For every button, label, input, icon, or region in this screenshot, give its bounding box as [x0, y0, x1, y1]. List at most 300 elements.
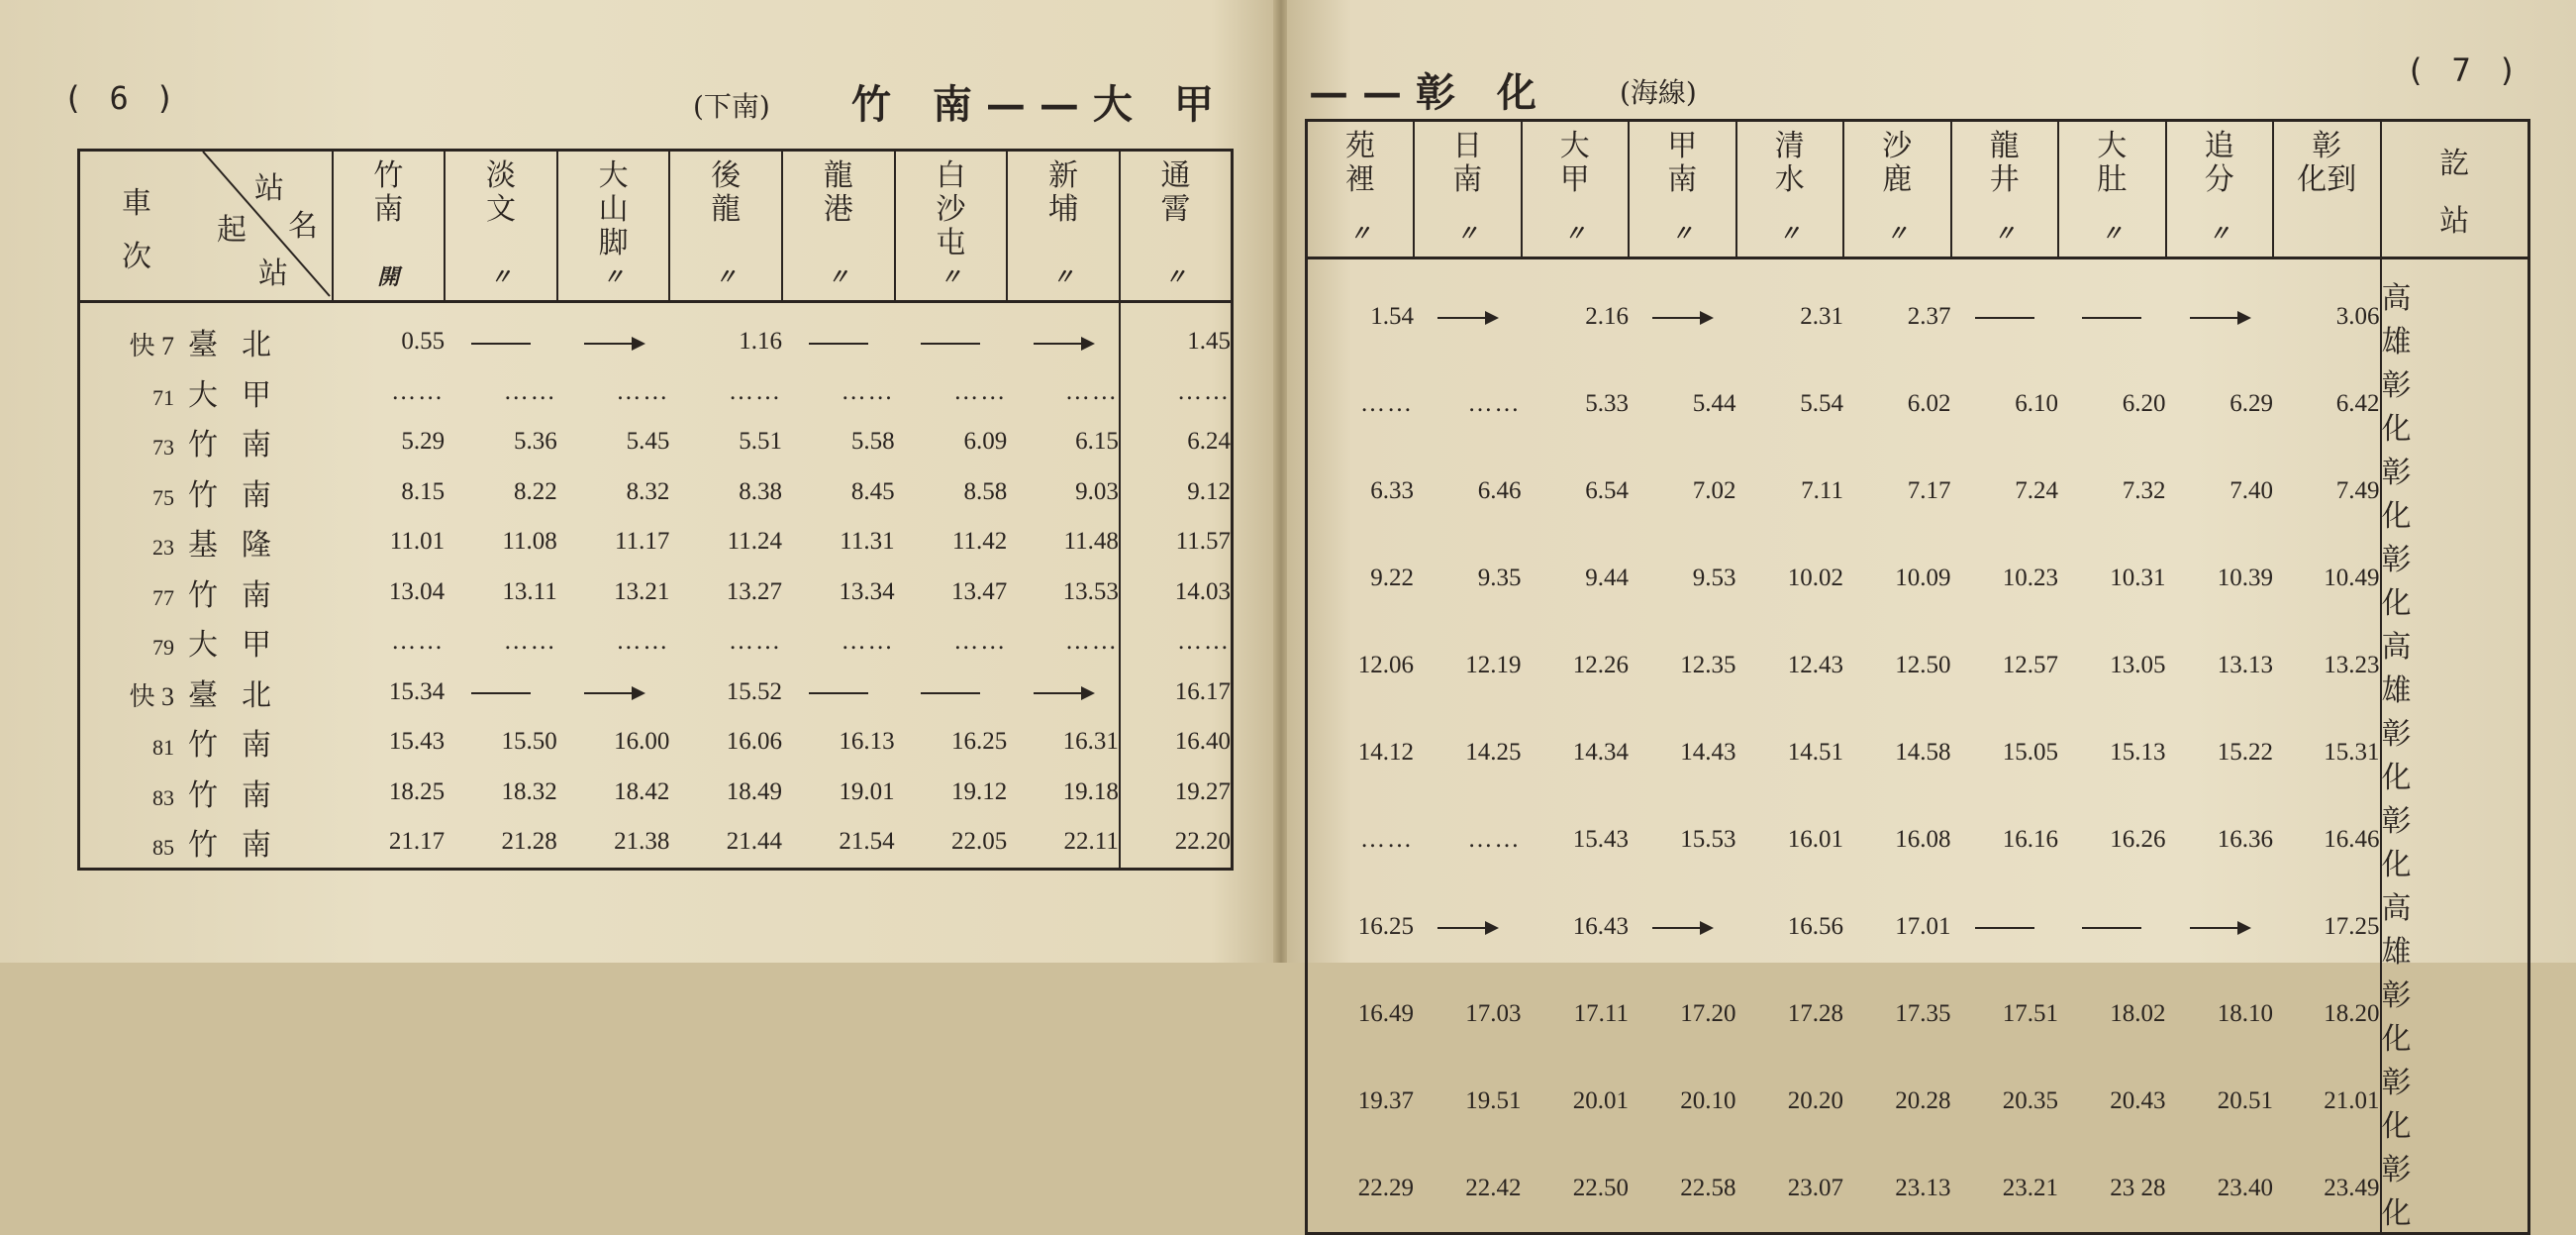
arrow-icon [1437, 317, 1497, 319]
train-cell [79, 367, 333, 418]
time-cell: 6.10 [2015, 390, 2058, 417]
train-cell [79, 617, 333, 668]
train-number: 75 [152, 484, 174, 510]
time-cell: 20.51 [2217, 1087, 2273, 1114]
no-service-dots: …… [953, 628, 1008, 656]
time-cell: 6.46 [1477, 477, 1522, 504]
table-row [79, 817, 1233, 869]
arrow-icon [1652, 927, 1712, 929]
no-stop-dash [2058, 258, 2166, 361]
train-number: 77 [152, 584, 174, 610]
station-name: 大 肚 [2097, 129, 2128, 197]
time-cell: 16.49 [1357, 1000, 1414, 1027]
time-cell: 22.20 [1120, 817, 1233, 869]
table-row [79, 517, 1233, 567]
no-service-dots: …… [841, 628, 895, 656]
time-cell: 17.11 [1573, 1000, 1629, 1027]
table-row [1307, 535, 2529, 622]
time-cell: 17.25 [2324, 913, 2380, 940]
time-cell: 15.05 [2002, 739, 2058, 766]
time-cell: 21.54 [839, 828, 895, 856]
train-number: 快 3 [129, 681, 174, 711]
time-cell: 0.55 [401, 328, 446, 356]
train-cell [79, 467, 333, 518]
time-cell: 21.44 [726, 828, 782, 856]
timetable-left [77, 149, 1234, 871]
time-cell: 23.49 [2324, 1175, 2380, 1201]
dash-icon [471, 343, 531, 345]
time-cell: 16.46 [2324, 826, 2380, 853]
time-cell: 18.25 [388, 777, 446, 805]
arrow-icon [1437, 927, 1497, 929]
dash-icon [921, 343, 980, 345]
time-cell: 13.47 [951, 577, 1008, 605]
dash-icon [809, 692, 868, 694]
time-cell: 21.17 [388, 828, 446, 856]
no-service-dots: …… [841, 377, 895, 405]
time-cell: 6.15 [1075, 428, 1119, 456]
time-cell: 16.06 [726, 728, 782, 756]
time-cell: 6.24 [1120, 417, 1233, 467]
table-row [79, 668, 1233, 718]
no-service-dots: …… [391, 377, 446, 405]
time-cell: 10.31 [2110, 565, 2166, 591]
no-service-dots: …… [1360, 826, 1414, 853]
pass-through-arrow [1414, 883, 1522, 971]
time-cell: 5.58 [850, 428, 895, 456]
time-cell: 23.40 [2217, 1175, 2273, 1201]
destination-station: 彰化 [2381, 360, 2529, 448]
origin-station: 竹南 [188, 429, 295, 463]
station-mark: 〃 [2101, 221, 2124, 247]
time-cell: 7.49 [2335, 477, 2380, 504]
time-cell: 8.15 [401, 477, 446, 505]
time-cell: 16.26 [2110, 826, 2166, 853]
arrow-icon [2190, 927, 2249, 929]
no-service-dots: …… [729, 377, 782, 405]
time-cell: 6.33 [1370, 477, 1414, 504]
station-mark: 〃 [489, 264, 512, 290]
no-service-dots: …… [391, 628, 446, 656]
no-stop-dash [895, 668, 1008, 718]
time-cell: 6.02 [1907, 390, 1951, 417]
no-stop-dash [1951, 883, 2059, 971]
arrow-icon [1034, 692, 1093, 694]
timetable-right [1305, 119, 2530, 1235]
station-name: 沙 鹿 [1882, 129, 1913, 197]
left-station-header-0 [333, 151, 446, 302]
station-mark: 〃 [940, 264, 962, 290]
arrow-icon [2190, 317, 2249, 319]
time-cell: 15.52 [726, 677, 782, 705]
time-cell: 20.20 [1787, 1087, 1843, 1114]
route-title-right: ——彰 化 [1309, 69, 1550, 116]
no-stop-dash [782, 302, 895, 367]
origin-station: 竹南 [188, 729, 295, 763]
table-row [1307, 622, 2529, 709]
time-cell: 16.08 [1895, 826, 1951, 853]
train-number: 83 [152, 784, 174, 810]
no-service-dots: …… [729, 628, 782, 656]
station-name: 彰 化到 [2297, 129, 2357, 197]
no-stop-dash [782, 668, 895, 718]
no-service-dots: …… [616, 628, 670, 656]
time-cell: 5.29 [401, 428, 446, 456]
time-cell: 11.01 [389, 528, 446, 556]
time-cell: 14.03 [1120, 567, 1233, 618]
time-cell: 5.51 [739, 428, 782, 456]
station-mark: 〃 [1778, 221, 1801, 247]
station-name: 龍 井 [1989, 129, 2020, 197]
train-number: 23 [152, 535, 174, 561]
time-cell: 6.54 [1585, 477, 1629, 504]
time-cell: 12.50 [1895, 652, 1951, 678]
arrow-icon [584, 692, 644, 694]
time-cell: 12.19 [1465, 652, 1522, 678]
time-cell: 16.01 [1787, 826, 1843, 853]
pass-through-arrow [1007, 668, 1120, 718]
dash-icon [1975, 317, 2034, 319]
destination-station: 彰化 [2381, 1058, 2529, 1145]
destination-station: 彰化 [2381, 535, 2529, 622]
time-cell: 9.53 [1692, 565, 1736, 591]
time-cell: 13.34 [839, 577, 895, 605]
time-cell: 11.08 [502, 528, 557, 556]
time-cell: 13.23 [2324, 652, 2380, 678]
time-cell: 19.51 [1465, 1087, 1522, 1114]
station-name: 新 埔 [1048, 158, 1079, 227]
time-cell: 5.36 [514, 428, 557, 456]
time-cell: 10.39 [2217, 565, 2273, 591]
table-row [79, 717, 1233, 768]
time-cell: 17.35 [1895, 1000, 1951, 1027]
page-number-left: ( 6 ) [63, 79, 179, 117]
time-cell: 18.02 [2110, 1000, 2166, 1027]
time-cell: 11.57 [1120, 517, 1233, 567]
time-cell: 5.33 [1585, 390, 1629, 417]
time-cell: 13.11 [502, 577, 557, 605]
name-header: 名 [288, 209, 318, 244]
time-cell: 14.12 [1357, 739, 1414, 766]
time-cell: 13.27 [726, 577, 782, 605]
station-mark: 〃 [1671, 221, 1694, 247]
time-cell: 23.13 [1895, 1175, 1951, 1201]
time-cell: 11.31 [840, 528, 895, 556]
station-mark: 〃 [1993, 221, 2016, 247]
time-cell: 16.13 [839, 728, 895, 756]
left-station-header-4 [782, 151, 895, 302]
pass-through-arrow [557, 302, 670, 367]
time-cell: 18.20 [2324, 1000, 2380, 1027]
pass-through-arrow [2166, 258, 2274, 361]
left-page [0, 0, 1275, 963]
destination-station: 高雄 [2381, 258, 2529, 361]
right-station-header-2 [1522, 121, 1630, 258]
dash-icon [809, 343, 868, 345]
time-cell: 23.07 [1787, 1175, 1843, 1201]
time-cell: 15.43 [388, 728, 446, 756]
table-row [79, 367, 1233, 418]
time-cell: 16.25 [951, 728, 1008, 756]
time-cell: 7.02 [1692, 477, 1736, 504]
table-row [1307, 448, 2529, 535]
time-cell: 20.01 [1572, 1087, 1629, 1114]
time-cell: 15.31 [2324, 739, 2380, 766]
table-row [79, 417, 1233, 467]
left-station-header-3 [669, 151, 782, 302]
origin-station-header: 站 [258, 257, 288, 291]
route-title-left: 竹 南——大 甲 [851, 81, 1228, 128]
page-number-right: ( 7 ) [2406, 51, 2522, 89]
origin-station: 大甲 [188, 378, 295, 412]
station-name: 大 甲 [1559, 129, 1590, 197]
station-name: 苑 裡 [1345, 129, 1375, 197]
station-name: 竹 南 [373, 158, 404, 227]
time-cell: 13.04 [388, 577, 446, 605]
time-cell: 16.16 [2002, 826, 2058, 853]
time-cell: 7.24 [2015, 477, 2058, 504]
time-cell: 12.43 [1787, 652, 1843, 678]
right-station-header-8 [2166, 121, 2274, 258]
time-cell: 16.36 [2217, 826, 2273, 853]
table-row [1307, 1058, 2529, 1145]
time-cell: 14.51 [1787, 739, 1843, 766]
time-cell: 16.56 [1787, 913, 1843, 940]
time-cell: 16.17 [1120, 668, 1233, 718]
time-cell: 20.28 [1895, 1087, 1951, 1114]
train-number: 71 [152, 384, 174, 410]
no-stop-dash [445, 302, 557, 367]
time-cell: 17.03 [1465, 1000, 1522, 1027]
time-cell: 8.38 [739, 477, 782, 505]
no-service-dots: …… [1120, 617, 1233, 668]
time-cell: 21.28 [501, 828, 557, 856]
time-cell: 16.31 [1062, 728, 1119, 756]
arrow-icon [584, 343, 644, 345]
table-row [1307, 709, 2529, 796]
time-cell: 15.53 [1680, 826, 1736, 853]
pass-through-arrow [1414, 258, 1522, 361]
time-cell: 9.35 [1477, 565, 1522, 591]
time-cell: 15.34 [388, 677, 446, 705]
destination-station: 彰化 [2381, 709, 2529, 796]
time-cell: 15.13 [2110, 739, 2166, 766]
time-cell: 10.02 [1787, 565, 1843, 591]
time-cell: 5.54 [1800, 390, 1843, 417]
time-cell: 16.43 [1572, 913, 1629, 940]
table-row [1307, 258, 2529, 361]
time-cell: 11.17 [615, 528, 670, 556]
time-cell: 12.57 [2002, 652, 2058, 678]
origin-station: 臺北 [188, 678, 295, 712]
time-cell: 18.49 [726, 777, 782, 805]
no-stop-dash [895, 302, 1008, 367]
train-cell [79, 717, 333, 768]
time-cell: 9.03 [1075, 477, 1119, 505]
time-cell: 19.12 [951, 777, 1008, 805]
arrow-icon [1652, 317, 1712, 319]
time-cell: 10.49 [2324, 565, 2380, 591]
time-cell: 21.01 [2324, 1087, 2380, 1114]
origin-station: 竹南 [188, 829, 295, 863]
time-cell: 5.44 [1692, 390, 1736, 417]
origin-station: 基隆 [188, 529, 295, 563]
time-cell: 9.22 [1370, 565, 1414, 591]
station-name: 白 沙 屯 [936, 158, 966, 260]
time-cell: 2.16 [1585, 303, 1629, 330]
train-number: 79 [152, 635, 174, 661]
arrow-icon [1034, 343, 1093, 345]
station-name: 龍 港 [823, 158, 853, 227]
time-cell: 20.43 [2110, 1087, 2166, 1114]
time-cell: 22.58 [1680, 1175, 1736, 1201]
station-mark: 〃 [1164, 264, 1187, 290]
time-cell: 16.25 [1357, 913, 1414, 940]
pass-through-arrow [1629, 258, 1736, 361]
time-cell: 9.44 [1585, 565, 1629, 591]
time-cell: 11.42 [951, 528, 1008, 556]
time-cell: 16.40 [1120, 717, 1233, 768]
train-cell [79, 517, 333, 567]
terminus-header [2381, 121, 2529, 258]
time-cell: 12.06 [1357, 652, 1414, 678]
corner-header [79, 151, 333, 302]
time-cell: 14.25 [1465, 739, 1522, 766]
no-service-dots: …… [503, 377, 557, 405]
table-row [1307, 360, 2529, 448]
time-cell: 20.35 [2002, 1087, 2058, 1114]
time-cell: 10.09 [1895, 565, 1951, 591]
line-label: (海線) [1620, 76, 1697, 109]
dash-icon [921, 692, 980, 694]
time-cell: 9.12 [1120, 467, 1233, 518]
station-name: 後 龍 [711, 158, 742, 227]
right-station-header-9 [2273, 121, 2381, 258]
right-station-header-1 [1414, 121, 1522, 258]
time-cell: 18.32 [501, 777, 557, 805]
train-number: 快 7 [129, 332, 174, 361]
time-cell: 7.40 [2229, 477, 2273, 504]
time-cell: 16.00 [614, 728, 670, 756]
destination-station: 高雄 [2381, 622, 2529, 709]
train-number-header: 車 次 [122, 186, 151, 274]
time-cell: 23.21 [2002, 1175, 2058, 1201]
dash-icon [2082, 927, 2141, 929]
time-cell: 19.27 [1120, 768, 1233, 818]
time-cell: 19.18 [1062, 777, 1119, 805]
table-row [79, 617, 1233, 668]
station-mark: 〃 [1456, 221, 1479, 247]
destination-station: 高雄 [2381, 883, 2529, 971]
time-cell: 5.45 [626, 428, 670, 456]
time-cell: 6.29 [2229, 390, 2273, 417]
train-cell [79, 417, 333, 467]
time-cell: 15.43 [1572, 826, 1629, 853]
station-mark: 〃 [1886, 221, 1909, 247]
right-station-header-4 [1736, 121, 1844, 258]
station-mark: 開 [377, 264, 400, 290]
time-cell: 14.58 [1895, 739, 1951, 766]
time-cell: 7.11 [1801, 477, 1843, 504]
table-row [79, 567, 1233, 618]
time-cell: 17.20 [1680, 1000, 1736, 1027]
time-cell: 6.09 [963, 428, 1008, 456]
time-cell: 2.31 [1800, 303, 1843, 330]
right-station-header-5 [1843, 121, 1951, 258]
right-station-header-7 [2058, 121, 2166, 258]
no-service-dots: …… [1360, 390, 1414, 417]
time-cell: 8.22 [514, 477, 557, 505]
no-stop-dash [2058, 883, 2166, 971]
left-station-header-1 [445, 151, 557, 302]
train-cell [79, 817, 333, 869]
time-cell: 18.10 [2217, 1000, 2273, 1027]
time-cell: 15.50 [501, 728, 557, 756]
train-cell [79, 302, 333, 367]
time-cell: 22.11 [1063, 828, 1119, 856]
no-service-dots: …… [1064, 377, 1119, 405]
destination-station: 彰化 [2381, 1145, 2529, 1234]
time-cell: 22.50 [1572, 1175, 1629, 1201]
dash-icon [1975, 927, 2034, 929]
no-service-dots: …… [1467, 390, 1522, 417]
pass-through-arrow [1629, 883, 1736, 971]
station-mark: 〃 [1348, 221, 1371, 247]
left-station-header-5 [895, 151, 1008, 302]
table-row [1307, 883, 2529, 971]
station-mark: 〃 [1052, 264, 1075, 290]
station-mark: 〃 [2208, 221, 2230, 247]
terminus-label: 訖 站 [2439, 147, 2470, 239]
station-header: 站 [254, 171, 284, 206]
time-cell: 8.45 [850, 477, 895, 505]
train-cell [79, 668, 333, 718]
station-name: 淡 文 [485, 158, 516, 227]
time-cell: 11.48 [1063, 528, 1119, 556]
train-cell [79, 768, 333, 818]
time-cell: 21.38 [614, 828, 670, 856]
time-cell: 1.45 [1120, 302, 1233, 367]
time-cell: 20.10 [1680, 1087, 1736, 1114]
destination-station: 彰化 [2381, 971, 2529, 1058]
origin-station: 大甲 [188, 629, 295, 663]
destination-station: 彰化 [2381, 796, 2529, 883]
time-cell: 14.43 [1680, 739, 1736, 766]
right-station-header-0 [1307, 121, 1415, 258]
right-station-header-6 [1951, 121, 2059, 258]
station-name: 通 霄 [1160, 158, 1191, 227]
time-cell: 10.23 [2002, 565, 2058, 591]
no-service-dots: …… [953, 377, 1008, 405]
direction-label: (下南) [693, 90, 770, 123]
table-row [1307, 1145, 2529, 1234]
time-cell: 6.42 [2335, 390, 2380, 417]
table-row [79, 467, 1233, 518]
time-cell: 13.05 [2110, 652, 2166, 678]
time-cell: 1.54 [1370, 303, 1414, 330]
right-station-header-3 [1629, 121, 1736, 258]
time-cell: 17.51 [2002, 1000, 2058, 1027]
station-mark: 〃 [1563, 221, 1586, 247]
pass-through-arrow [2166, 883, 2274, 971]
table-row [1307, 971, 2529, 1058]
train-number: 85 [152, 835, 174, 861]
time-cell: 12.35 [1680, 652, 1736, 678]
time-cell: 7.17 [1907, 477, 1951, 504]
no-service-dots: …… [503, 628, 557, 656]
time-cell: 14.34 [1572, 739, 1629, 766]
destination-station: 彰化 [2381, 448, 2529, 535]
